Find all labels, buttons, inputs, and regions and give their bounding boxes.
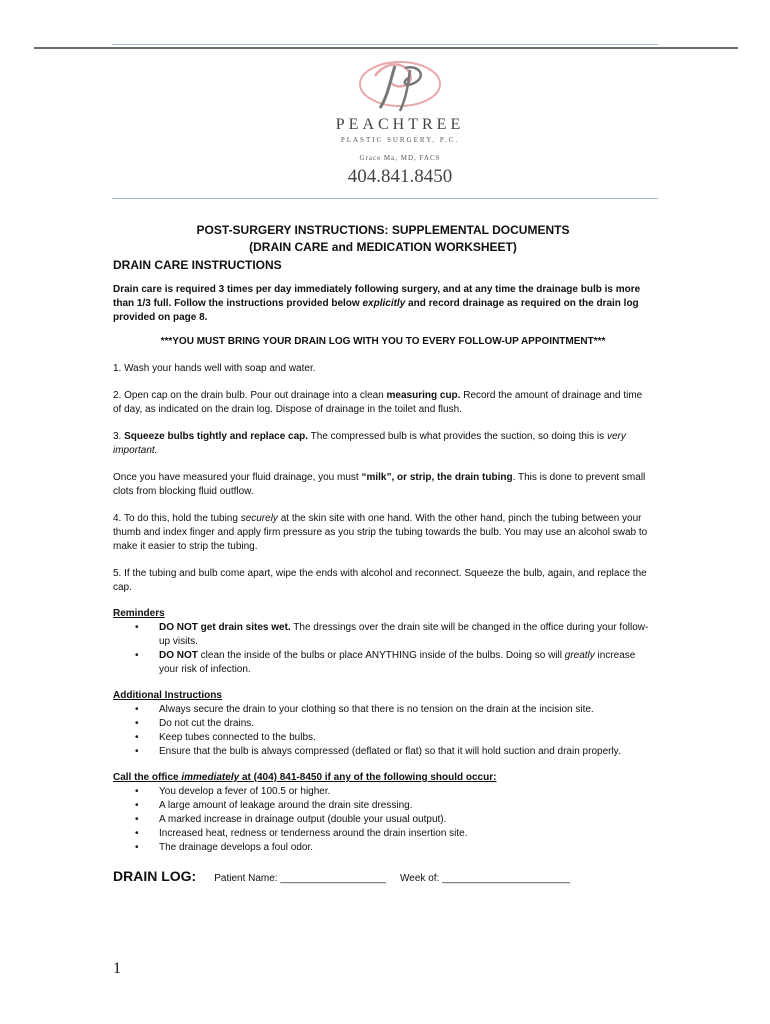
milk-paragraph: Once you have measured your fluid drainage, you must “milk”, or strip, the drain tubing. This is done to prevent small clots from blocking fluid outflow. [113,472,646,497]
list-item: • Always secure the drain to your clothing so that there is no tension on the drain at the incision site. [159,703,653,717]
drain-log-notice: ***YOU MUST BRING YOUR DRAIN LOG WITH YOU TO EVERY FOLLOW-UP APPOINTMENT*** [160,336,606,347]
additional-instructions-list [113,703,653,759]
drain-log-header [113,869,653,886]
reminders-list [113,621,653,677]
practice-phone: 404.841.8450 [347,166,453,187]
page-number: 1 [113,960,121,977]
practice-subtitle: PLASTIC SURGERY, P.C. [340,136,460,144]
header-top-rule [112,44,658,45]
patient-name-field: Patient Name: ___________________ [214,873,387,884]
monogram-logo-icon [350,56,450,116]
list-item: • A large amount of leakage around the drain site dressing. [159,799,653,813]
list-item: • A marked increase in drainage output (double your usual output). [159,813,653,827]
step-3: 3. Squeeze bulbs tightly and replace cap. The compressed bulb is what provides the suction, so doing this is very important. [113,431,626,456]
letterhead-logo [300,56,500,196]
list-item: • You develop a fever of 100.5 or higher. [159,785,653,799]
step-5: 5. If the tubing and bulb come apart, wipe the ends with alcohol and reconnect. Squeeze the bulb, again, and replace the cap. [113,568,647,593]
doctor-name: Grace Ma, MD, FACS [359,154,441,162]
list-item: • Increased heat, redness or tenderness around the drain insertion site. [159,827,653,841]
list-item: • Do not cut the drains. [159,717,653,731]
list-item: • DO NOT clean the inside of the bulbs or place ANYTHING inside of the bulbs. Doing so will greatly increase your risk of infection. [159,649,653,677]
header-bottom-rule [112,198,658,199]
list-item: • The drainage develops a foul odor. [159,841,653,855]
call-office-list [113,785,653,855]
intro-paragraph: Drain care is required 3 times per day immediately following surgery, and at any time the drainage bulb is more than 1/3 full. Follow the instructions provided below explicitly and record drainage as required on the drain log provided on page 8. [113,284,641,323]
week-of-field: Week of: _______________________ [400,873,571,884]
drain-log-label: DRAIN LOG: [113,868,197,884]
reminders-heading: Reminders [113,608,165,619]
list-item: • Ensure that the bulb is always compressed (deflated or flat) so that it will hold suction and drain properly. [159,745,653,759]
section-heading: DRAIN CARE INSTRUCTIONS [113,258,282,272]
call-office-heading: Call the office immediately at (404) 841-8450 if any of the following should occur: [113,772,497,783]
practice-name: PEACHTREE [335,116,465,133]
step-1: 1. Wash your hands well with soap and water. [113,363,316,374]
additional-instructions-heading: Additional Instructions [113,690,222,701]
document-title-line2: (DRAIN CARE and MEDICATION WORKSHEET) [249,240,517,254]
page-top-rule [34,47,738,49]
step-2: 2. Open cap on the drain bulb. Pour out drainage into a clean measuring cup. Record the amount of drainage and time of day, as indicated on the drain log. Dispose of drainage in the toilet and flush. [113,390,643,415]
document-body [113,222,653,886]
list-item: • DO NOT get drain sites wet. The dressings over the drain site will be changed in the office during your follow-up visits. [159,621,653,649]
document-title-line1: POST-SURGERY INSTRUCTIONS: SUPPLEMENTAL DOCUMENTS [196,223,570,237]
list-item: • Keep tubes connected to the bulbs. [159,731,653,745]
step-4: 4. To do this, hold the tubing securely at the skin site with one hand. With the other hand, pinch the tubing between your thumb and index finger and apply firm pressure as you strip the tubing towards the bulb. You may use an alcohol swab to make it easier to strip the tubing. [113,513,648,552]
